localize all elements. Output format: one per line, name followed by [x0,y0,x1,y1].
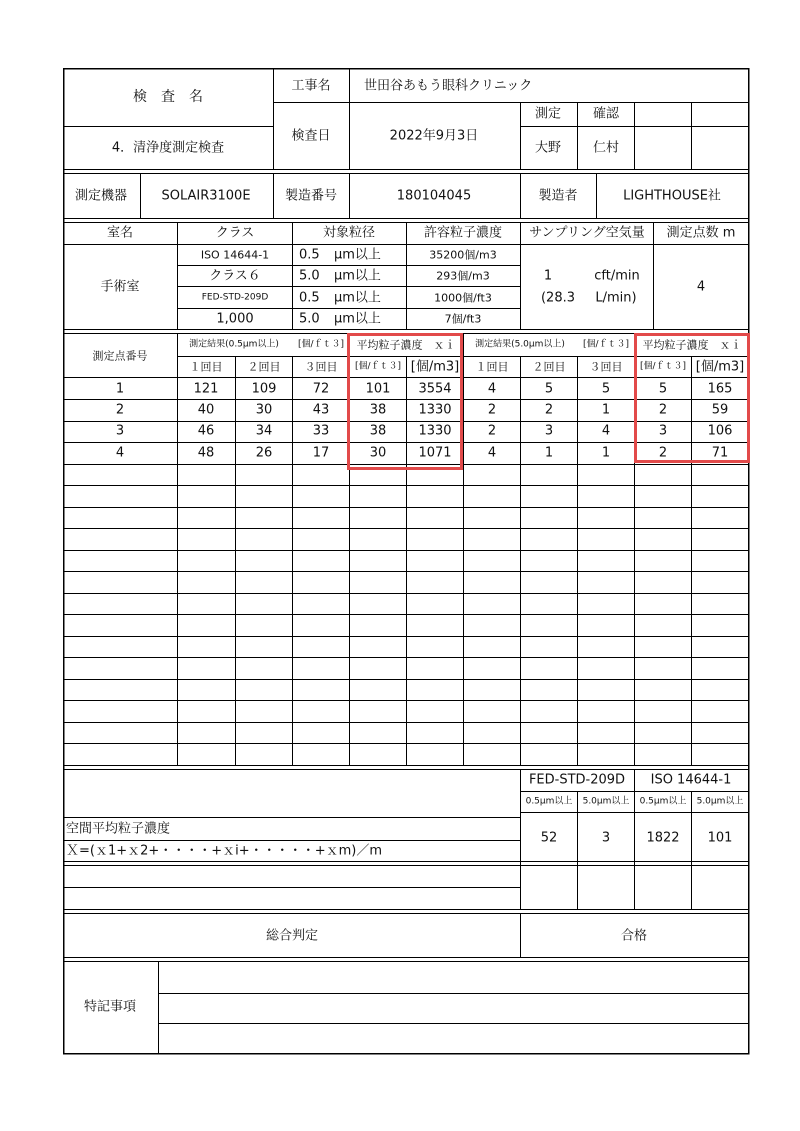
summary-size: 0.5μm以上 [525,796,573,807]
result-cell: 1 [601,445,611,461]
summary-value: 52 [540,830,558,846]
measurement-points: 4 [696,279,706,295]
avg-05-unit-ft3: [個/ｆｔ３] [354,361,402,372]
construction-label: 工事名 [291,78,331,94]
result-cell: 4 [487,381,497,397]
allowed-value: 293個/m3 [436,269,490,283]
result-cell: 38 [369,423,387,439]
result-cell: 1 [544,445,554,461]
inspection-name-label: 検 査 名 [133,89,203,105]
size-value: 0.5 [299,247,320,263]
point-number: 1 [115,381,125,397]
sampling-rate-liters: (28.3 [540,290,576,306]
size-value: 5.0 [299,311,320,327]
result-cell: 5 [601,381,611,397]
summary-value: 3 [601,830,611,846]
summary-std-fed: FED-STD-209D [528,772,626,788]
result-cell: 72 [312,381,330,397]
result-cell: 17 [312,445,330,461]
summary-size: 5.0μm以上 [582,796,630,807]
run-label: ３回目 [589,360,623,374]
class-fed-level: 1,000 [216,311,254,327]
run-label: ３回目 [304,360,338,374]
result-cell: 121 [193,381,219,397]
spatial-avg-formula: Ｘ=(ｘ1+ｘ2+・・・・+ｘi+・・・・・+ｘm)／m [66,843,382,859]
size-unit: μm以上 [334,311,381,327]
result-cell: 48 [197,445,215,461]
inspection-date: 2022年9月3日 [389,128,479,144]
class-iso-level: クラス６ [209,268,261,284]
result-cell: 4 [487,445,497,461]
allowed-value: 7個/ft3 [444,312,482,326]
point-number: 2 [115,402,125,418]
result-cell: 33 [312,423,330,439]
summary-value: 101 [707,830,733,846]
result-cell: 106 [707,423,733,439]
result-cell: 109 [251,381,277,397]
point-number: 4 [115,445,125,461]
allowed-value: 35200個/m3 [429,248,497,262]
avg-50-unit-ft3: [個/ｆｔ３] [639,361,687,372]
result-cell: 3 [658,423,668,439]
notes-label: 特記事項 [83,999,137,1015]
avg-50-label: 平均粒子濃度 ｘｉ [642,338,742,352]
instrument-model: SOLAIR3100E [161,188,251,204]
result-cell: 3 [544,423,554,439]
result-cell: 2 [487,402,497,418]
result-cell: 34 [255,423,273,439]
point-number: 3 [115,423,125,439]
size-value: 0.5 [299,290,320,306]
judgement-value: 合格 [620,928,648,944]
result-cell: 5 [658,381,668,397]
result-cell: 1330 [418,402,452,418]
summary-std-iso: ISO 14644-1 [650,772,732,788]
result-cell: 4 [601,423,611,439]
run-label: １回目 [475,360,509,374]
result-cell: 30 [255,402,273,418]
result-cell: 46 [197,423,215,439]
col-allowed: 許容粒子濃度 [423,225,503,241]
spatial-avg-label: 空間平均粒子濃度 [66,821,171,837]
result-cell: 165 [707,381,733,397]
run-label: ２回目 [247,360,281,374]
result-cell: 1071 [418,445,452,461]
allowed-value: 1000個/ft3 [434,291,492,305]
serial-number: 180104045 [396,188,472,204]
result-50-unit: [個/ｆｔ３] [582,339,630,350]
sampling-rate-liters-unit: L/min) [595,290,637,306]
measurer-name: 大野 [534,140,562,156]
result-cell: 43 [312,402,330,418]
result-cell: 2 [544,402,554,418]
size-unit: μm以上 [334,247,381,263]
run-label: ２回目 [532,360,566,374]
confirm-label: 確認 [592,106,620,122]
size-value: 5.0 [299,268,320,284]
result-cell: 3554 [418,381,452,397]
room-name: 手術室 [100,279,140,295]
judgement-label: 総合判定 [265,928,319,944]
serial-label: 製造番号 [284,188,338,204]
col-size: 対象粒径 [322,225,376,241]
result-cell: 101 [365,381,391,397]
result-cell: 1330 [418,423,452,439]
result-cell: 1 [601,402,611,418]
maker-label: 製造者 [538,188,578,204]
result-05-unit: [個/ｆｔ３] [297,339,345,350]
col-room: 室名 [106,225,134,241]
avg-05-label: 平均粒子濃度 ｘｉ [356,338,456,352]
result-cell: 59 [711,402,729,418]
avg-05-unit-m3: [個/m3] [410,359,460,375]
result-cell: 38 [369,402,387,418]
result-cell: 71 [711,445,729,461]
date-label: 検査日 [291,128,331,144]
result-50-label: 測定結果(5.0μm以上) [475,339,565,350]
instrument-label: 測定機器 [74,188,128,204]
result-cell: 30 [369,445,387,461]
col-sampling: サンプリング空気量 [529,225,645,241]
col-points: 測定点数 m [666,225,736,241]
sampling-rate: 1 [543,268,553,284]
size-unit: μm以上 [334,268,381,284]
measure-label: 測定 [534,106,562,122]
confirmer-name: 仁村 [592,140,620,156]
maker-name: LIGHTHOUSE社 [623,188,721,204]
point-number-label: 測定点番号 [92,349,148,363]
summary-value: 1822 [646,830,680,846]
sampling-rate-unit: cft/min [594,268,640,284]
col-class: クラス [215,225,255,241]
run-label: １回目 [189,360,223,374]
result-cell: 2 [487,423,497,439]
result-05-label: 測定結果(0.5μm以上) [189,339,279,350]
result-cell: 5 [544,381,554,397]
class-standard-fed: FED-STD-209D [201,292,269,303]
summary-size: 5.0μm以上 [696,796,744,807]
result-cell: 2 [658,445,668,461]
summary-size: 0.5μm以上 [639,796,687,807]
result-cell: 40 [197,402,215,418]
inspection-name: 4．清浄度測定検査 [111,140,225,156]
avg-50-unit-m3: [個/m3] [695,359,745,375]
construction-name: 世田谷あもう眼科クリニック [364,78,533,94]
result-cell: 2 [658,402,668,418]
result-cell: 26 [255,445,273,461]
size-unit: μm以上 [334,290,381,306]
class-standard-iso: ISO 14644-1 [200,248,270,262]
